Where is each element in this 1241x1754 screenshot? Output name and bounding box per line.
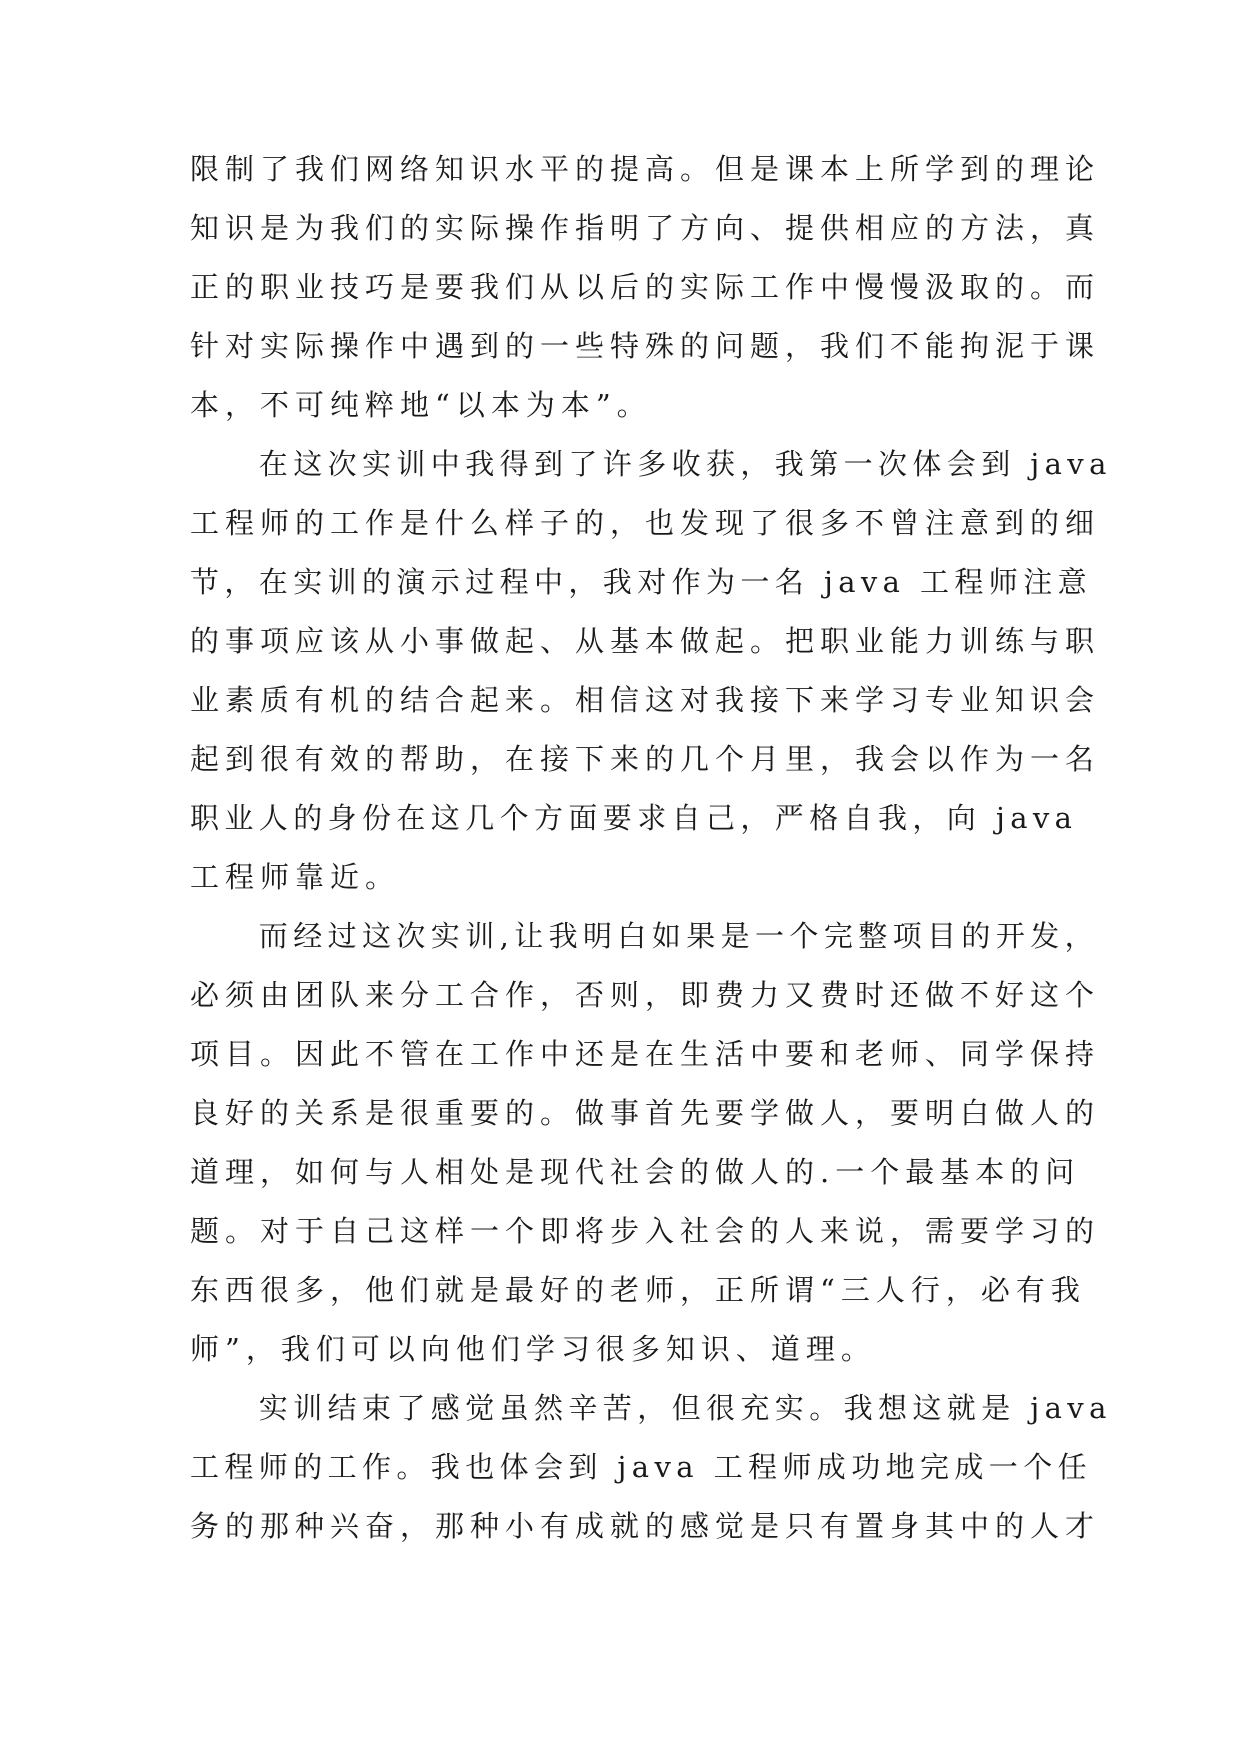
text-line: 必须由团队来分工合作，否则，即费力又费时还做不好这个 xyxy=(190,978,1101,1012)
text-line: 本，不可纯粹地“以本为本”。 xyxy=(190,388,652,422)
text-line: 务的那种兴奋，那种小有成就的感觉是只有置身其中的人才 xyxy=(190,1509,1101,1543)
text-line: 节，在实训的演示过程中，我对作为一名 java 工程师注意 xyxy=(190,565,1092,599)
body-text xyxy=(190,140,1112,1556)
text-line: 而经过这次实训,让我明白如果是一个完整项目的开发， xyxy=(190,919,1100,953)
text-line: 道理，如何与人相处是现代社会的做人的.一个最基本的问 xyxy=(190,1155,1081,1189)
text-line: 师”，我们可以向他们学习很多知识、道理。 xyxy=(190,1332,876,1366)
text-line: 起到很有效的帮助，在接下来的几个月里，我会以作为一名 xyxy=(190,742,1101,776)
text-line: 题。对于自己这样一个即将步入社会的人来说，需要学习的 xyxy=(190,1214,1101,1248)
text-line: 职业人的身份在这几个方面要求自己，严格自我，向 java xyxy=(190,801,1078,835)
text-line: 良好的关系是很重要的。做事首先要学做人，要明白做人的 xyxy=(190,1096,1101,1130)
text-line: 实训结束了感觉虽然辛苦，但很充实。我想这就是 java xyxy=(190,1391,1112,1425)
text-line: 业素质有机的结合起来。相信这对我接下来学习专业知识会 xyxy=(190,683,1101,717)
text-line: 针对实际操作中遇到的一些特殊的问题，我们不能拘泥于课 xyxy=(190,329,1101,363)
text-line: 工程师靠近。 xyxy=(190,860,401,894)
text-line: 限制了我们网络知识水平的提高。但是课本上所学到的理论 xyxy=(190,152,1101,186)
text-line: 项目。因此不管在工作中还是在生活中要和老师、同学保持 xyxy=(190,1037,1101,1071)
text-line: 知识是为我们的实际操作指明了方向、提供相应的方法，真 xyxy=(190,211,1101,245)
text-line: 的事项应该从小事做起、从基本做起。把职业能力训练与职 xyxy=(190,624,1101,658)
text-line: 正的职业技巧是要我们从以后的实际工作中慢慢汲取的。而 xyxy=(190,270,1101,304)
text-line: 在这次实训中我得到了许多收获，我第一次体会到 java xyxy=(190,447,1112,481)
text-line: 工程师的工作是什么样子的，也发现了很多不曾注意到的细 xyxy=(190,506,1101,540)
text-line: 工程师的工作。我也体会到 java 工程师成功地完成一个任 xyxy=(190,1450,1092,1484)
text-line: 东西很多，他们就是最好的老师，正所谓“三人行，必有我 xyxy=(190,1273,1086,1307)
